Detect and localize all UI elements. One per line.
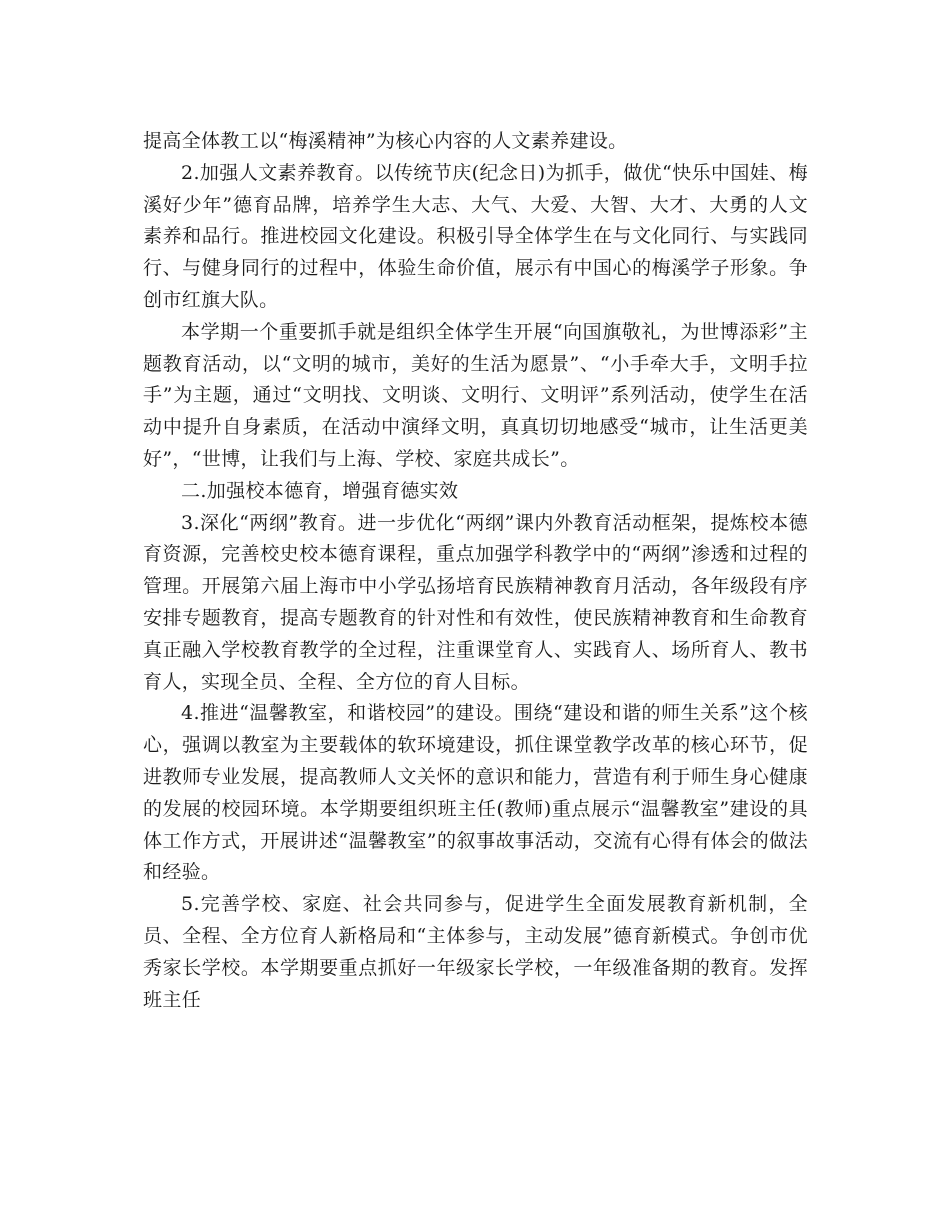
paragraph-2: 2.加强人文素养教育。以传统节庆(纪念日)为抓手，做优“快乐中国娃、梅溪好少年”德育品牌，培养学生大志、大气、大爱、大智、大才、大勇的人文素养和品行。推进校园文化建设。积极引导全体学生在与文化同行、与实践同行、与健身同行的过程中，体验生命价值，展示有中国心的梅溪学子形象。争创市红旗大队。: [143, 161, 808, 311]
paragraph-5: 4.推进“温馨教室，和谐校园”的建设。围绕“建设和谐的师生关系”这个核心，强调以教室为主要载体的软环境建设，抓住课堂教学改革的核心环节，促进教师专业发展，提高教师人文关怀的意识和能力，营造有利于师生身心健康的发展的校园环境。本学期要组织班主任(教师)重点展示“温馨教室”建设的具体工作方式，开展讲述“温馨教室”的叙事故事活动，交流有心得有体会的做法和经验。: [143, 702, 808, 884]
paragraph-4: 3.深化“两纲”教育。进一步优化“两纲”课内外教育活动框架，提炼校本德育资源，完善校史校本德育课程，重点加强学科教学中的“两纲”渗透和过程的管理。开展第六届上海市中小学弘扬培育民族精神教育月活动，各年级段有序安排专题教育，提高专题教育的针对性和有效性，使民族精神教育和生命教育真正融入学校教育教学的全过程，注重课堂育人、实践育人、场所育人、教书育人，实现全员、全程、全方位的育人目标。: [143, 511, 808, 693]
paragraph-6: 5.完善学校、家庭、社会共同参与，促进学生全面发展教育新机制，全员、全程、全方位育人新格局和“主体参与，主动发展”德育新模式。争创市优秀家长学校。本学期要重点抓好一年级家长学校，一年级准备期的教育。发挥班主任: [143, 893, 808, 1011]
paragraph-1: 提高全体教工以“梅溪精神”为核心内容的人文素养建设。: [143, 130, 628, 152]
document-body: [143, 126, 808, 1016]
paragraph-3: 本学期一个重要抓手就是组织全体学生开展“向国旗敬礼，为世博添彩”主题教育活动，以“文明的城市，美好的生活为愿景”、“小手牵大手，文明手拉手”为主题，通过“文明找、文明谈、文明行、文明评”系列活动，使学生在活动中提升自身素质，在活动中演绎文明，真真切切地感受“城市，让生活更美好”，“世博，让我们与上海、学校、家庭共成长”。: [143, 320, 808, 470]
section-heading: 二.加强校本德育，增强育德实效: [181, 479, 459, 502]
